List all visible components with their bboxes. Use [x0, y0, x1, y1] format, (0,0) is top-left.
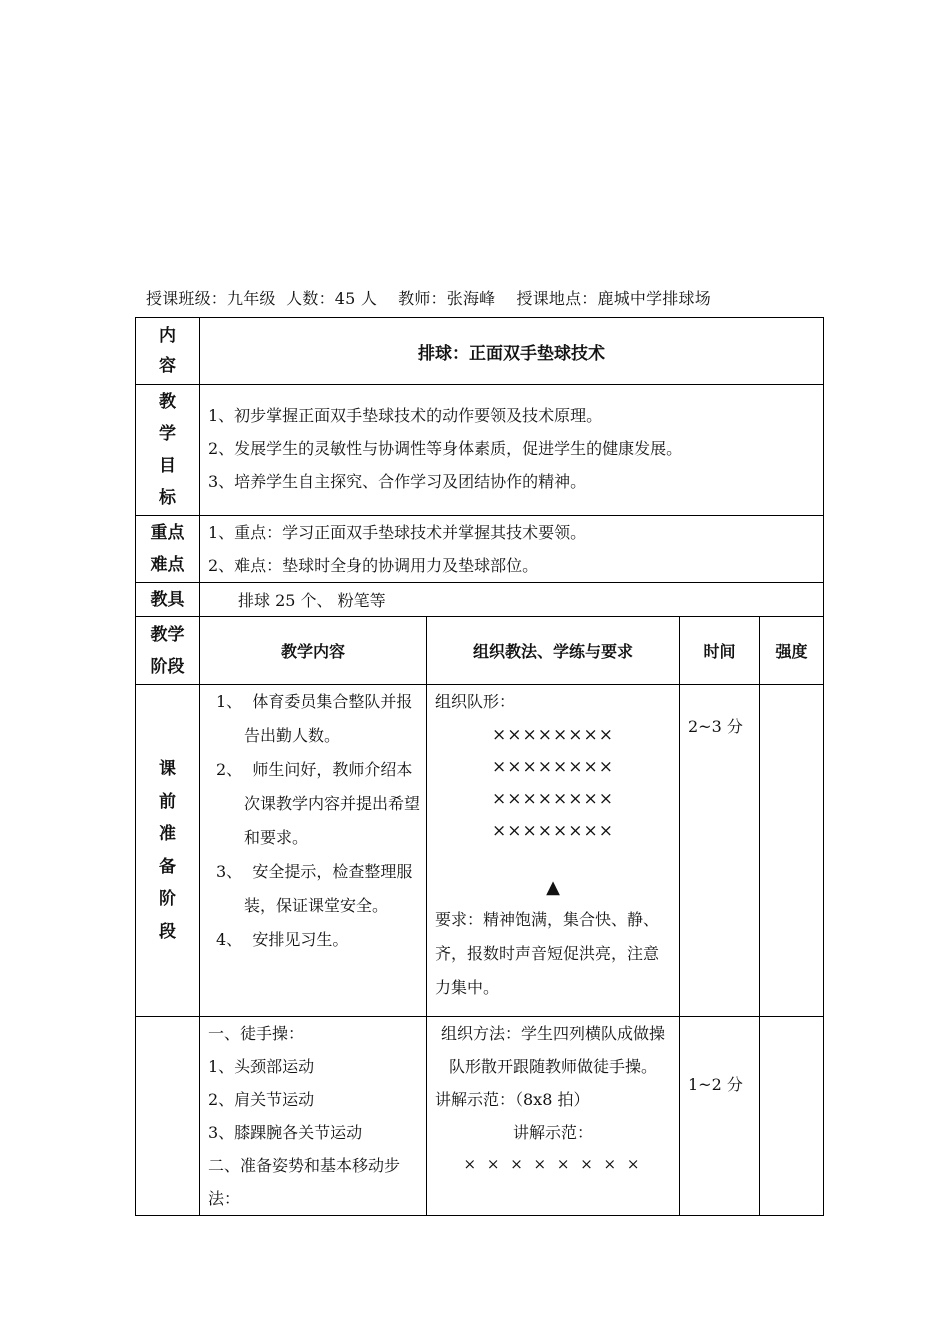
- item-number: 2、: [216, 760, 243, 779]
- goals-label-char: 标: [159, 488, 176, 508]
- warmup-content-item: 1、头颈部运动: [208, 1057, 315, 1076]
- content-row: [136, 318, 824, 385]
- warmup-intensity-cell: [760, 1017, 824, 1216]
- warmup-stage-label-cell: [136, 1017, 200, 1216]
- content-label-char: 容: [159, 356, 176, 376]
- lesson-plan-table: [135, 317, 824, 1216]
- goals-label-cell: [136, 385, 200, 516]
- warmup-method-intro: 组织方法：学生四列横队成做操队形散开跟随教师做徒手操。: [440, 1024, 665, 1076]
- prep-intensity-cell: [760, 685, 824, 1017]
- prep-time: 2~3 分: [688, 717, 743, 736]
- prep-stage-char: 备: [159, 856, 176, 877]
- prep-stage-label-cell: [136, 685, 200, 1017]
- content-title-cell: [200, 318, 824, 385]
- goals-row: [136, 385, 824, 516]
- prep-content-item: [208, 685, 420, 753]
- warmup-content-item: 3、膝踝腕各关节运动: [208, 1123, 363, 1142]
- warmup-content-cell: [200, 1017, 427, 1216]
- formation-row: ××××××××: [492, 757, 614, 777]
- equipment-cell: [200, 583, 824, 617]
- goal-item: 1、初步掌握正面双手垫球技术的动作要领及技术原理。: [208, 405, 603, 425]
- key-points-cell: [200, 516, 824, 583]
- equipment-text: 排球 25 个、 粉笔等: [238, 591, 386, 610]
- prep-content-item: [208, 855, 420, 923]
- item-text: 体育委员集合整队并报告出勤人数。: [244, 692, 413, 745]
- item-number: 4、: [216, 930, 243, 949]
- item-text: 安全提示，检查整理服装，保证课堂安全。: [244, 862, 413, 915]
- prep-stage-char: 课: [159, 759, 176, 779]
- prep-stage-char: 准: [159, 824, 176, 844]
- warmup-method-cell: [427, 1017, 680, 1216]
- time-header-cell: 时间: [680, 617, 760, 685]
- warmup-content-item: 一、徒手操：: [208, 1024, 305, 1043]
- class-info-line: 授课班级：九年级 人数：45 人 教师：张海峰 授课地点：鹿城中学排球场: [146, 289, 711, 308]
- formation-title: 组织队形：: [435, 692, 516, 711]
- item-text: 师生问好，教师介绍本次课教学内容并提出希望和要求。: [244, 760, 421, 847]
- column-header-row: [136, 617, 824, 685]
- goals-label-char: 目: [159, 456, 176, 476]
- content-label-char: 内: [159, 326, 176, 346]
- warmup-method-demo: 讲解示范：: [512, 1123, 593, 1142]
- prep-content-item: [208, 923, 420, 957]
- prep-stage-char: 阶: [159, 889, 176, 909]
- prep-requirement: 要求：精神饱满，集合快、静、齐，报数时声音短促洪亮，注意力集中。: [435, 910, 660, 997]
- key-point-item: 1、重点：学习正面双手垫球技术并掌握其技术要领。: [208, 523, 587, 542]
- method-header-cell: 组织教法、学练与要求: [427, 617, 680, 685]
- stage-header-cell: [136, 617, 200, 685]
- goals-cell: [200, 385, 824, 516]
- content-label-cell: [136, 318, 200, 385]
- formation-row: ××××××××: [492, 725, 614, 745]
- goals-label-char: 学: [159, 424, 176, 444]
- intensity-header-cell: 强度: [760, 617, 824, 685]
- equipment-label-cell: [136, 583, 200, 617]
- warmup-content-item: 2、肩关节运动: [208, 1090, 315, 1109]
- key-points-row: [136, 516, 824, 583]
- lesson-title: 排球：正面双手垫球技术: [418, 343, 605, 364]
- prep-time-cell: [680, 685, 760, 1017]
- item-number: 1、: [216, 692, 243, 711]
- prep-method-cell: [427, 685, 680, 1017]
- prep-stage-char: 前: [159, 791, 176, 812]
- key-label-line: 重点: [150, 523, 185, 543]
- goal-item: 3、培养学生自主探究、合作学习及团结协作的精神。: [208, 471, 587, 491]
- warmup-time: 1~2 分: [688, 1075, 743, 1094]
- item-number: 3、: [216, 862, 243, 881]
- item-text: 安排见习生。: [252, 930, 349, 949]
- warmup-content-item: 二、准备姿势和基本移动步法：: [208, 1156, 401, 1208]
- stage-header-line: 阶段: [150, 656, 185, 677]
- warmup-formation-row: × × × × × × × ×: [463, 1155, 643, 1173]
- stage-header-line: 教学: [150, 624, 185, 645]
- goal-item: 2、发展学生的灵敏性与协调性等身体素质，促进学生的健康发展。: [208, 438, 683, 458]
- prep-stage-row: [136, 685, 824, 1017]
- prep-stage-char: 段: [159, 921, 176, 942]
- formation-row: ××××××××: [492, 821, 614, 841]
- key-label-cell: [136, 516, 200, 583]
- key-point-item: 2、难点：垫球时全身的协调用力及垫球部位。: [208, 556, 539, 575]
- warmup-method-demo: 讲解示范：（8x8 拍）: [435, 1090, 590, 1109]
- warmup-stage-row: [136, 1017, 824, 1216]
- equipment-label: 教具: [150, 589, 185, 610]
- content-header-cell: 教学内容: [200, 617, 427, 685]
- teacher-position-icon: ▲: [546, 877, 560, 898]
- goals-label-char: 教: [159, 392, 176, 412]
- warmup-time-cell: [680, 1017, 760, 1216]
- prep-content-cell: [200, 685, 427, 1017]
- formation-row: ××××××××: [492, 789, 614, 809]
- equipment-row: [136, 583, 824, 617]
- prep-content-item: [208, 753, 420, 855]
- key-label-line: 难点: [150, 555, 185, 575]
